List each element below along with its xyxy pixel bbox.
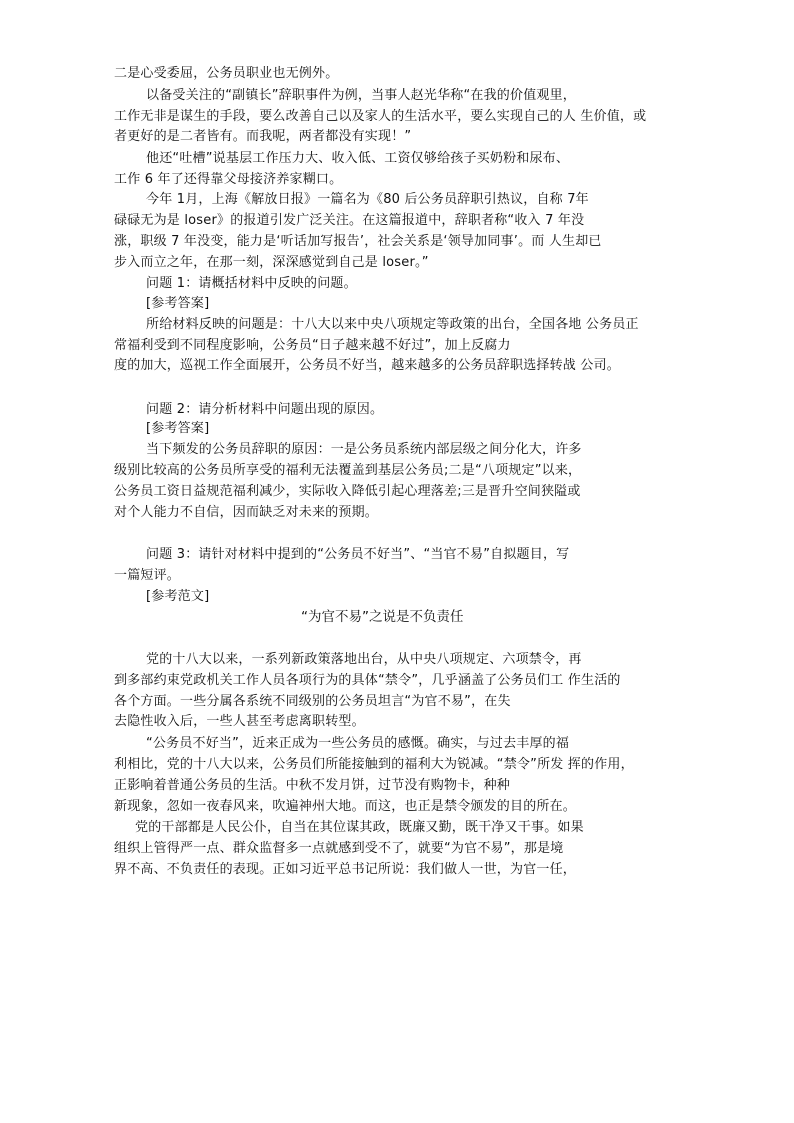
reference-answer-label: [参考答案] bbox=[146, 421, 210, 436]
text-line: 今年 1月，上海《解放日报》一篇名为《80 后公务员辞职引热议，自称 7年 bbox=[146, 192, 589, 207]
text-line: 所给材料反映的问题是：十八大以来中央八项规定等政策的出台，全国各地 公务员正 bbox=[146, 317, 639, 332]
text-line: 党的十八大以来，一系列新政策落地出台，从中央八项规定、六项禁令，再 bbox=[146, 652, 582, 667]
text-line: 界不高、不负责任的表现。正如习近平总书记所说：我们做人一世，为官一任， bbox=[114, 862, 577, 877]
reference-answer-label: [参考答案] bbox=[146, 296, 210, 311]
text-line: 者更好的是二者皆有。而我呢，两者都没有实现！” bbox=[114, 129, 412, 144]
text-line: 二是心受委屈，公务员职业也无例外。 bbox=[114, 66, 339, 81]
text-line: 工作 6 年了还得靠父母接济养家糊口。 bbox=[114, 172, 343, 187]
text-line: 以备受关注的“副镇长”辞职事件为例，当事人赵光华称“在我的价值观里， bbox=[146, 88, 577, 103]
text-line: 碌碌无为是 loser》的报道引发广泛关注。在这篇报道中，辞职者称“收入 7 年没 bbox=[114, 213, 585, 228]
text-line: 党的干部都是人民公仆，自当在其位谋其政，既廉又勤，既干净又干事。如果 bbox=[135, 820, 584, 835]
question-3: 问题 3：请针对材料中提到的“公务员不好当”、“当官不易”自拟题目，写 bbox=[146, 547, 570, 562]
text-line: 利相比，党的十八大以来，公务员们所能接触到的福利大为锐减。“禁令”所发 挥的作用， bbox=[114, 757, 634, 772]
text-line: 各个方面。一些分属各系统不同级别的公务员坦言“为官不易”，在失 bbox=[114, 694, 511, 709]
question-1: 问题 1：请概括材料中反映的问题。 bbox=[146, 276, 357, 291]
text-line: 对个人能力不自信，因而缺乏对未来的预期。 bbox=[114, 505, 379, 520]
reference-essay-label: [参考范文] bbox=[146, 589, 210, 604]
text-line: 到多部约束党政机关工作人员各项行为的具体“禁令”，几乎涵盖了公务员们工 作生活的 bbox=[114, 673, 621, 688]
text-line: 新现象，忽如一夜春风来，吹遍神州大地。而这，也正是禁令颁发的目的所在。 bbox=[114, 799, 577, 814]
text-line: 正影响着普通公务员的生活。中秋不发月饼，过节没有购物卡，种种 bbox=[114, 778, 511, 793]
text-line: 涨，职级 7 年没变，能力是‘听话加写报告’，社会关系是‘领导加同事’。而 人生却已 bbox=[114, 234, 602, 249]
text-line: 一篇短评。 bbox=[114, 568, 181, 583]
question-2: 问题 2：请分析材料中问题出现的原因。 bbox=[146, 402, 384, 417]
text-line: 去隐性收入后，一些人甚至考虑离职转型。 bbox=[114, 714, 365, 729]
essay-title: “为官不易”之说是不负责任 bbox=[301, 609, 464, 625]
text-line: 步入而立之年，在那一刻，深深感觉到自己是 loser。” bbox=[114, 255, 429, 270]
text-line: 工作无非是谋生的手段，要么改善自己以及家人的生活水平，要么实现自己的人 生价值，或 bbox=[114, 109, 647, 124]
text-line: 公务员工资日益规范福利减少，实际收入降低引起心理落差;三是晋升空间狭隘或 bbox=[114, 484, 581, 499]
text-line: 当下频发的公务员辞职的原因：一是公务员系统内部层级之间分化大，许多 bbox=[146, 442, 582, 457]
text-line: 度的加大，巡视工作全面展开，公务员不好当，越来越多的公务员辞职选择转战 公司。 bbox=[114, 358, 620, 373]
text-line: 组织上管得严一点、群众监督多一点就感到受不了，就要“为官不易”，那是境 bbox=[114, 841, 564, 856]
text-line: 他还“吐槽”说基层工作压力大、收入低、工资仅够给孩子买奶粉和尿布、 bbox=[146, 151, 570, 166]
text-line: 常福利受到不同程度影响，公务员“日子越来越不好过”，加上反腐力 bbox=[114, 338, 511, 353]
text-line: 级别比较高的公务员所享受的福利无法覆盖到基层公务员;二是“八项规定”以来， bbox=[114, 463, 582, 478]
text-line: “公务员不好当”，近来正成为一些公务员的感慨。确实，与过去丰厚的福 bbox=[146, 736, 570, 751]
